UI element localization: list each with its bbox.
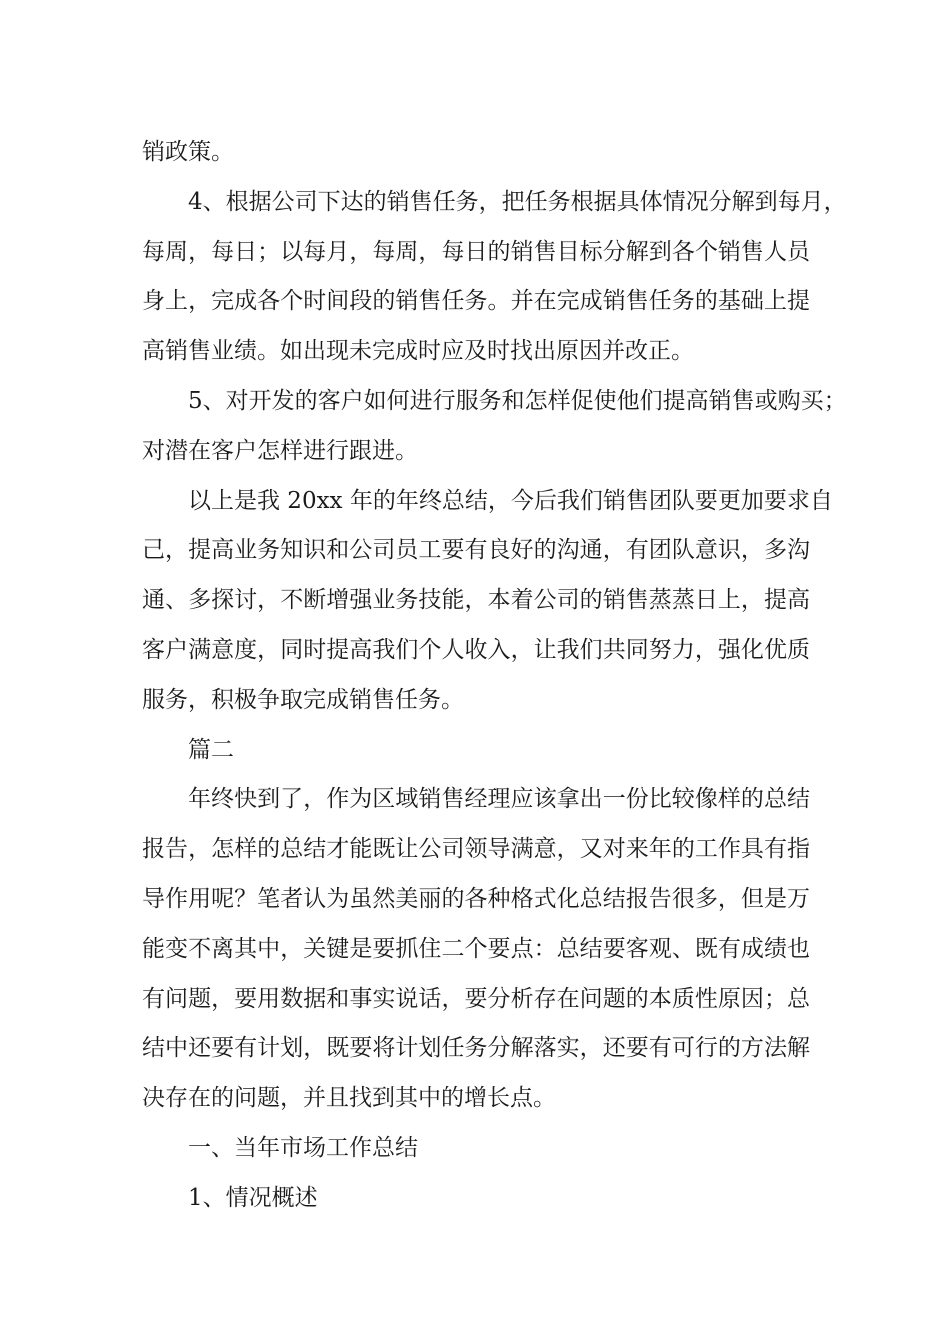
text-line: 决存在的问题，并且找到其中的增长点。 [142,1085,556,1112]
text-line: 5、对开发的客户如何进行服务和怎样促使他们提高销售或购买； [188,387,847,414]
text-line: 以上是我 20xx 年的年终总结，今后我们销售团队要更加要求自 [188,487,833,514]
text-line: 销政策。 [142,139,234,165]
text-line: 每周，每日；以每月，每周，每日的销售目标分解到各个销售人员 [142,238,810,265]
document-body [142,128,847,1224]
text-line: 能变不离其中，关键是要抓住二个要点：总结要客观、既有成绩也 [142,935,810,962]
text-line: 篇二 [188,736,234,763]
text-line: 有问题，要用数据和事实说话，要分析存在问题的本质性原因；总 [142,985,810,1012]
text-line: 客户满意度，同时提高我们个人收入，让我们共同努力，强化优质 [142,636,810,663]
text-line: 1、情况概述 [188,1184,318,1211]
text-line: 年终快到了，作为区域销售经理应该拿出一份比较像样的总结 [188,786,810,813]
text-line: 身上，完成各个时间段的销售任务。并在完成销售任务的基础上提 [142,288,810,315]
text-line: 通、多探讨，不断增强业务技能，本着公司的销售蒸蒸日上，提高 [142,587,810,614]
text-line: 服务，积极争取完成销售任务。 [142,686,464,713]
text-line: 一、当年市场工作总结 [188,1134,418,1161]
text-line: 导作用呢？笔者认为虽然美丽的各种格式化总结报告很多，但是万 [142,885,810,912]
text-line: 报告，怎样的总结才能既让公司领导满意，又对来年的工作具有指 [142,836,810,863]
text-line: 4、根据公司下达的销售任务，把任务根据具体情况分解到每月， [188,188,847,215]
text-line: 己，提高业务知识和公司员工要有良好的沟通，有团队意识，多沟 [142,537,810,564]
text-line: 对潜在客户怎样进行跟进。 [142,437,418,464]
text-line: 高销售业绩。如出现未完成时应及时找出原因并改正。 [142,338,694,365]
text-line: 结中还要有计划，既要将计划任务分解落实，还要有可行的方法解 [142,1035,810,1062]
